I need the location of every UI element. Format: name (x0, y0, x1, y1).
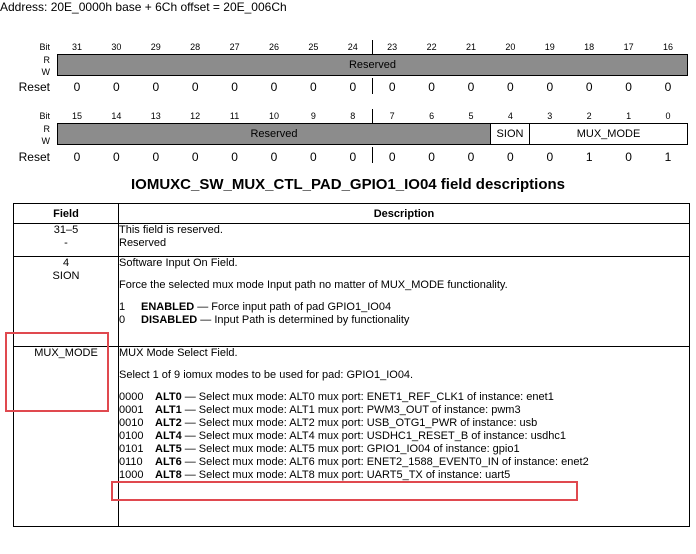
value-name: ALT6 (155, 456, 182, 468)
value-description: — Select mux mode: ALT5 mux port: GPIO1_IO04 of instance: gpio1 (181, 443, 520, 455)
mux-mode-option (119, 443, 689, 456)
reset-value: 1 (585, 150, 593, 164)
reset-value: 0 (113, 150, 120, 164)
field-name: SION (52, 270, 80, 282)
reset-value: 0 (231, 80, 238, 94)
bit-number: 0 (665, 111, 671, 121)
reset-value: 0 (428, 150, 435, 164)
mux-mode-option (119, 430, 689, 443)
sion-option (119, 314, 689, 327)
reset-value: 0 (585, 80, 593, 94)
reset-label: Reset (18, 80, 50, 94)
write-label: W (41, 136, 50, 146)
reset-value: 1 (664, 150, 672, 164)
bit-row-label: Bit (39, 111, 50, 121)
description-cell (119, 224, 690, 257)
bit-number: 17 (623, 42, 634, 52)
bit-number: 20 (505, 42, 516, 52)
value-description: — Select mux mode: ALT1 mux port: PWM3_OUT of instance: pwm3 (181, 404, 521, 416)
mux-mode-option (119, 417, 689, 430)
byte-divider (372, 40, 373, 54)
bit-number: 4 (507, 111, 513, 121)
bit-number: 29 (150, 42, 161, 52)
description-line: MUX Mode Select Field. (119, 347, 238, 359)
byte-divider (372, 109, 373, 123)
reset-value: 0 (388, 150, 396, 164)
value-code: 0001 (119, 404, 144, 416)
value-description: — Select mux mode: ALT6 mux port: ENET2_1588_EVENT0_IN of instance: enet2 (181, 456, 589, 468)
upper-reserved-field (57, 54, 688, 76)
bit-number: 24 (347, 42, 358, 52)
table-row (14, 257, 690, 347)
field-bits: 31–5 (53, 224, 79, 236)
read-label: R (43, 55, 50, 65)
bit-number: 15 (71, 111, 82, 121)
field-name: MUX_MODE (34, 347, 98, 359)
bit-number: 10 (268, 111, 279, 121)
sion-option (119, 301, 689, 314)
reset-value: 0 (191, 80, 199, 94)
value-name: ALT4 (155, 430, 182, 442)
description-line: Software Input On Field. (119, 257, 238, 269)
table-header-row (14, 204, 690, 224)
field-label: Reserved (250, 128, 298, 140)
bit-row-label: Bit (39, 42, 50, 52)
value-name: ENABLED (141, 301, 195, 313)
bit-number: 14 (111, 111, 122, 121)
reset-value: 0 (507, 150, 514, 164)
description-line: Select 1 of 9 iomux modes to be used for pad: GPIO1_IO04. (119, 369, 414, 381)
value-description: — Select mux mode: ALT4 mux port: USDHC1_RESET_B of instance: usdhc1 (181, 430, 567, 442)
bit-number: 26 (268, 42, 279, 52)
bit-number: 2 (586, 111, 592, 121)
reset-value: 0 (113, 80, 120, 94)
value-name: ALT0 (155, 391, 182, 403)
reset-value: 0 (428, 80, 435, 94)
sion-options (119, 301, 689, 327)
field-cell (14, 224, 119, 257)
value-name: DISABLED (141, 314, 198, 326)
value-code: 0100 (119, 430, 144, 442)
reset-value: 0 (467, 150, 475, 164)
bit-number: 18 (584, 42, 595, 52)
bit-number: 27 (229, 42, 240, 52)
value-code: 1000 (119, 469, 144, 481)
reset-value: 0 (546, 80, 554, 94)
reset-value: 0 (349, 80, 357, 94)
value-name: ALT2 (155, 417, 182, 429)
alt5-highlight-box (111, 481, 578, 501)
reset-value: 0 (270, 80, 278, 94)
register-address: Address: 20E_0000h base + 6Ch offset = 20E_006Ch (0, 0, 287, 14)
bit-number: 7 (389, 111, 395, 121)
reset-value: 0 (310, 150, 317, 164)
reset-value: 0 (388, 80, 396, 94)
reset-value: 0 (664, 80, 672, 94)
bit-number: 3 (547, 111, 553, 121)
bit-number: 1 (626, 111, 632, 121)
mux-mode-field (529, 123, 688, 145)
field-bits: 4 (62, 257, 70, 269)
bit-number: 23 (387, 42, 398, 52)
description-line: This field is reserved. (119, 224, 223, 236)
field-column-header: Field (14, 204, 119, 224)
value-code: 0000 (119, 391, 144, 403)
reset-value: 0 (310, 80, 317, 94)
bit-number: 8 (350, 111, 356, 121)
sion-field (490, 123, 530, 145)
bit-number: 22 (426, 42, 437, 52)
table-row (14, 224, 690, 257)
bit-number: 9 (310, 111, 316, 121)
bit-number: 16 (662, 42, 673, 52)
bit-number: 19 (544, 42, 555, 52)
value-code: 0010 (119, 417, 144, 429)
bit-number: 5 (468, 111, 474, 121)
mux-mode-options (119, 391, 689, 482)
value-description: — Select mux mode: ALT2 mux port: USB_OTG1_PWR of instance: usb (181, 417, 538, 429)
reset-label: Reset (18, 150, 50, 164)
field-label: Reserved (348, 59, 397, 71)
description-line: Force the selected mux mode Input path no matter of MUX_MODE functionality. (119, 279, 508, 291)
reset-value: 0 (191, 150, 199, 164)
value-code: 0101 (119, 443, 144, 455)
write-label: W (41, 67, 50, 77)
read-label: R (43, 124, 50, 134)
value-code: 0110 (119, 456, 143, 468)
reset-value: 0 (467, 80, 475, 94)
bit-number: 11 (229, 111, 240, 121)
value-description: — Select mux mode: ALT0 mux port: ENET1_REF_CLK1 of instance: enet1 (181, 391, 554, 403)
value-description: — Input Path is determined by functionality (197, 314, 410, 326)
description-line: Reserved (119, 237, 167, 249)
value-name: ALT8 (155, 469, 182, 481)
reset-value: 0 (73, 150, 81, 164)
bit-number: 31 (71, 42, 82, 52)
reset-value: 0 (152, 150, 160, 164)
field-label: SION (496, 128, 524, 140)
reset-value: 0 (349, 150, 357, 164)
bit-number: 25 (308, 42, 319, 52)
reset-value: 0 (625, 150, 632, 164)
bit-number: 28 (190, 42, 201, 52)
mux-mode-option (119, 391, 689, 404)
mux-mode-option (119, 456, 689, 469)
reset-value: 0 (231, 150, 238, 164)
value-description: — Select mux mode: ALT8 mux port: UART5_TX of instance: uart5 (181, 469, 511, 481)
bit-number: 13 (150, 111, 161, 121)
reset-value: 0 (507, 80, 514, 94)
field-descriptions-title: IOMUXC_SW_MUX_CTL_PAD_GPIO1_IO04 field descriptions (131, 176, 565, 193)
value-code: 1 (119, 301, 126, 313)
value-name: ALT1 (155, 404, 182, 416)
value-description: — Force input path of pad GPIO1_IO04 (194, 301, 392, 313)
lower-reserved-field (57, 123, 491, 145)
reset-value: 0 (546, 150, 554, 164)
field-name: - (64, 237, 68, 249)
description-column-header: Description (119, 204, 690, 224)
field-label: MUX_MODE (576, 128, 641, 140)
value-name: ALT5 (155, 443, 182, 455)
reset-value: 0 (152, 80, 160, 94)
reset-value: 0 (270, 150, 278, 164)
bit-number: 12 (190, 111, 201, 121)
bit-number: 6 (429, 111, 435, 121)
mux-mode-highlight-box (5, 332, 109, 412)
reset-value: 0 (625, 80, 632, 94)
value-code: 0 (119, 314, 126, 326)
bit-number: 21 (465, 42, 476, 52)
bit-number: 30 (111, 42, 122, 52)
reset-value: 0 (73, 80, 81, 94)
field-description-table (13, 203, 690, 527)
description-cell (119, 257, 690, 347)
mux-mode-option (119, 404, 689, 417)
